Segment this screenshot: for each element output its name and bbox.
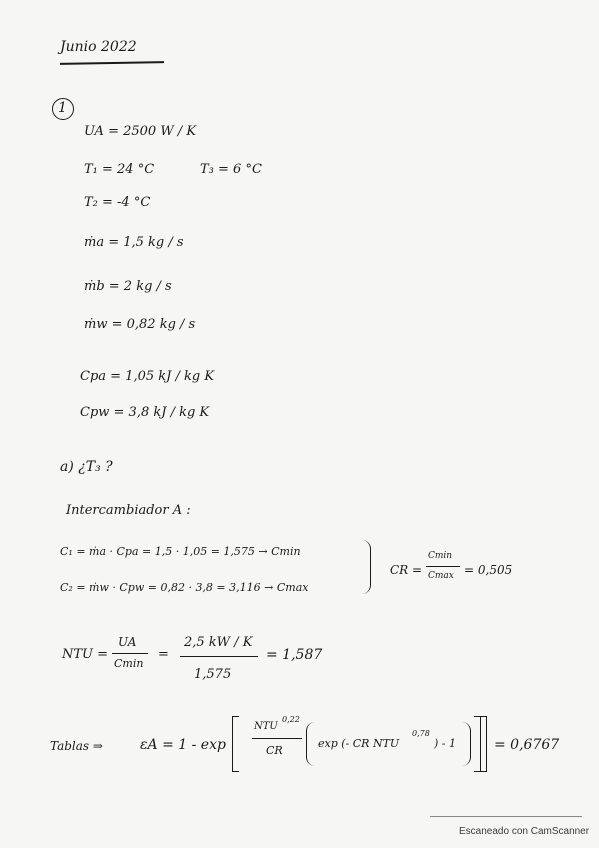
right-square-bracket-2 xyxy=(480,716,487,772)
scanner-watermark: Escaneado con CamScanner xyxy=(459,826,590,837)
given-t2: T₂ = -4 °C xyxy=(84,195,151,210)
exp-inner-tail: ) - 1 xyxy=(434,737,456,750)
part-a-question: a) ¿T₃ ? xyxy=(60,459,113,475)
tablas-label: Tablas ⇒ xyxy=(50,739,103,753)
ntu-denominator-value: 1,575 xyxy=(194,667,232,682)
exp-inner: exp (- CR NTU xyxy=(318,737,400,750)
given-cpw: Cpw = 3,8 kJ / kg K xyxy=(80,405,210,420)
ntu-fraction-bar-2 xyxy=(180,656,258,657)
cr-numerator: Cmin xyxy=(428,551,453,561)
given-cpa: Cpa = 1,05 kJ / kg K xyxy=(80,369,215,384)
grouping-brace xyxy=(362,540,371,594)
cr-value: = 0,505 xyxy=(464,563,513,577)
c2-equation: C₂ = ṁw · Cpw = 0,82 · 3,8 = 3,116 → Cmax xyxy=(60,581,309,594)
cr-lhs: CR = xyxy=(390,563,423,577)
ntu-value: = 1,587 xyxy=(266,647,323,663)
date-underline xyxy=(60,61,164,64)
ntu-lhs: NTU = xyxy=(62,647,109,662)
footer-divider xyxy=(430,816,582,817)
given-ma: ṁa = 1,5 kg / s xyxy=(84,235,184,250)
exp-inner-exponent: 0,78 xyxy=(412,729,430,738)
given-t3: T₃ = 6 °C xyxy=(200,162,262,177)
left-square-bracket xyxy=(232,716,239,772)
given-ua: UA = 2500 W / K xyxy=(84,124,197,139)
ntu-equals: = xyxy=(158,647,169,662)
problem-number: 1 xyxy=(58,100,67,116)
ntu-numerator: UA xyxy=(118,635,137,649)
effectiveness-value: = 0,6767 xyxy=(494,737,560,753)
left-paren xyxy=(306,722,315,766)
cr-fraction-bar xyxy=(426,566,460,567)
cr-denominator: Cmax xyxy=(428,571,454,581)
c1-equation: C₁ = ṁa · Cpa = 1,5 · 1,05 = 1,575 → Cmin xyxy=(60,545,301,558)
ntu-power-exponent: 0,22 xyxy=(282,715,300,724)
given-t1: T₁ = 24 °C xyxy=(84,162,155,177)
effectiveness-lhs: εA = 1 - exp xyxy=(140,737,226,753)
ntu-fraction-bar xyxy=(112,653,148,654)
right-paren xyxy=(462,722,471,766)
ntu-power-base: NTU xyxy=(254,721,278,732)
ntu-numerator-value: 2,5 kW / K xyxy=(184,635,253,650)
given-mb: ṁb = 2 kg / s xyxy=(84,279,172,294)
cr-denominator-2: CR xyxy=(266,744,283,757)
given-mw: ṁw = 0,82 kg / s xyxy=(84,317,196,332)
exchanger-a-heading: Intercambiador A : xyxy=(66,503,191,518)
exp-fraction-bar xyxy=(252,738,302,739)
ntu-denominator: Cmin xyxy=(114,657,144,670)
date-heading: Junio 2022 xyxy=(60,39,137,55)
